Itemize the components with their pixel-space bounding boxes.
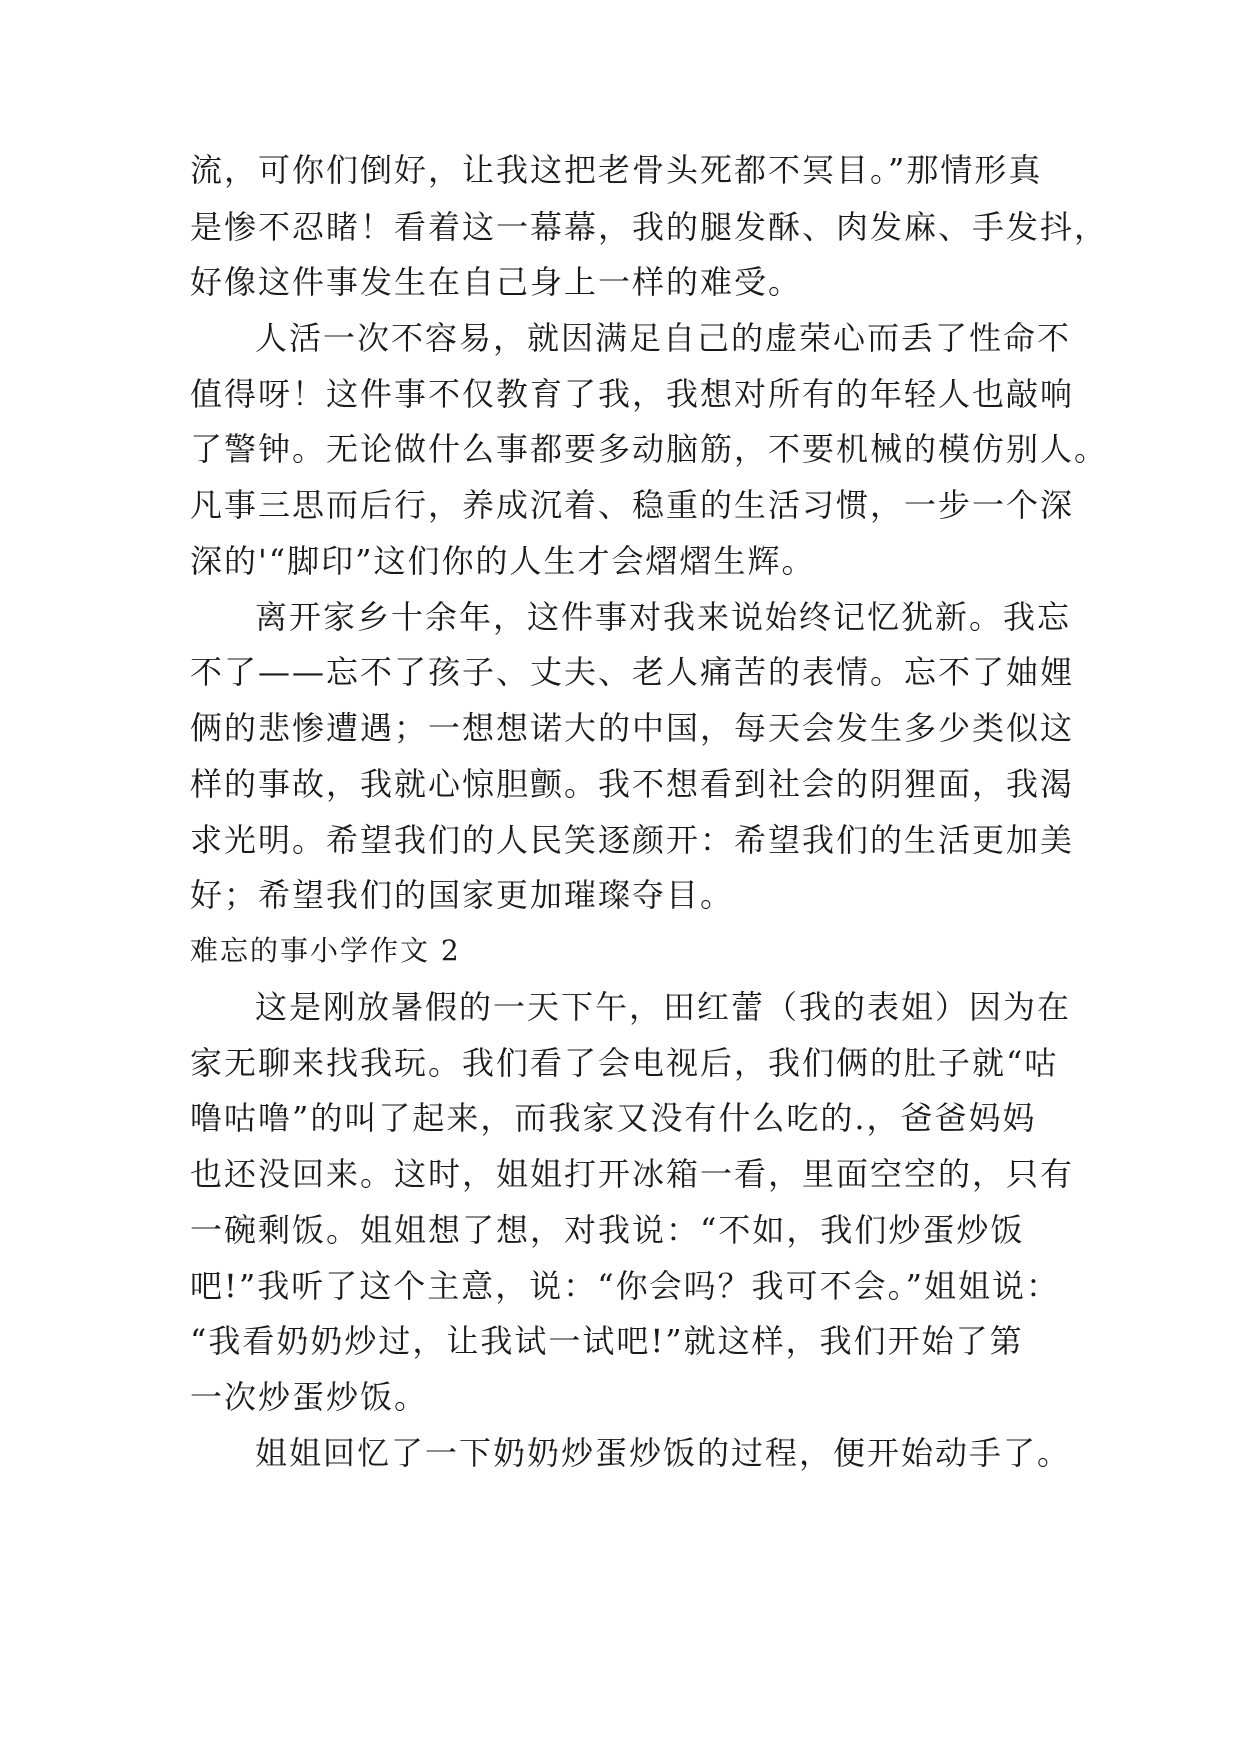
- text-line: 这是刚放暑假的一天下午，田红蕾（我的表姐）因为在: [255, 988, 1072, 1026]
- text-line: 好像这件事发生在自己身上一样的难受。: [190, 263, 803, 301]
- text-line: 噜咕噜”的叫了起来，而我家又没有什么吃的.，爸爸妈妈: [190, 1099, 1037, 1137]
- text-line: 吧!”我听了这个主意，说：“你会吗？我可不会。”姐姐说：: [190, 1267, 1060, 1305]
- text-line: 俩的悲惨遭遇；一想想诺大的中国，每天会发生多少类似这: [190, 709, 1075, 747]
- text-line: 姐姐回忆了一下奶奶炒蛋炒饭的过程，便开始动手了。: [255, 1434, 1072, 1472]
- text-line: 离开家乡十余年，这件事对我来说始终记忆犹新。我忘: [255, 598, 1072, 636]
- text-line: 值得呀！这件事不仅教育了我，我想对所有的年轻人也敲响: [190, 375, 1075, 413]
- text-line: 是惨不忍睹！看着这一幕幕，我的腿发酥、肉发麻、手发抖，: [190, 208, 1109, 246]
- text-line: 家无聊来找我玩。我们看了会电视后，我们俩的肚子就“咕: [190, 1044, 1059, 1082]
- text-line: 凡事三思而后行，养成沉着、稳重的生活习惯，一步一个深: [190, 486, 1075, 524]
- text-line: 一碗剩饭。姐姐想了想，对我说：“不如，我们炒蛋炒饭: [190, 1211, 1025, 1249]
- section-heading: 难忘的事小学作文 2: [190, 934, 461, 967]
- text-line: “我看奶奶炒过，让我试一试吧!”就这样，我们开始了第: [190, 1322, 1024, 1360]
- text-line: 流，可你们倒好，让我这把老骨头死都不冥目。”那情形真: [190, 151, 1043, 189]
- text-line: 求光明。希望我们的人民笑逐颜开：希望我们的生活更加美: [190, 821, 1075, 859]
- text-line: 不了——忘不了孩子、丈夫、老人痛苦的表情。忘不了妯娌: [190, 653, 1075, 691]
- text-line: 人活一次不容易，就因满足自己的虚荣心而丢了性命不: [255, 319, 1072, 357]
- text-line: 好；希望我们的国家更加璀璨夺目。: [190, 876, 735, 914]
- text-line: 了警钟。无论做什么事都要多动脑筋，不要机械的模仿别人。: [190, 430, 1109, 468]
- text-line: 样的事故，我就心惊胆颤。我不想看到社会的阴狸面，我渴: [190, 765, 1075, 803]
- text-line: 也还没回来。这时，姐姐打开冰箱一看，里面空空的，只有: [190, 1155, 1075, 1193]
- text-line: 一次炒蛋炒饭。: [190, 1378, 429, 1416]
- text-line: 深的'“脚印”这们你的人生才会熠熠生辉。: [190, 542, 816, 580]
